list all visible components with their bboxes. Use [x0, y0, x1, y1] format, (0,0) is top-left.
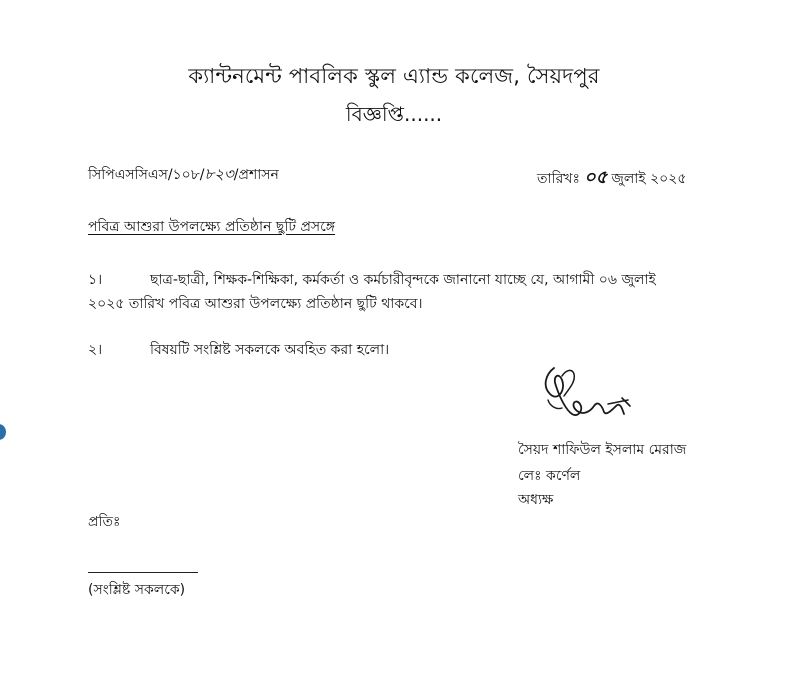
date-line — [537, 163, 686, 194]
signatory-name: সৈয়দ শাফিউল ইসলাম মেরাজ — [518, 442, 687, 458]
subject-line: পবিত্র আশুরা উপলক্ষ্যে প্রতিষ্ঠান ছুটি প্রসঙ্গে — [88, 219, 336, 235]
paragraph-1-number: ১। — [88, 272, 103, 288]
paragraph-1-line-2: ২০২৫ তারিখ পবিত্র আশুরা উপলক্ষ্যে প্রতিষ্ঠান ছুটি থাকবে। — [88, 296, 423, 312]
handwritten-signature — [532, 360, 642, 430]
paragraph-1-line-1: ছাত্র-ছাত্রী, শিক্ষক-শিক্ষিকা, কর্মকর্তা ও কর্মচারীবৃন্দকে জানানো যাচ্ছে যে, আগামী ০৬ জুলাই — [150, 272, 656, 288]
reference-number — [88, 163, 279, 188]
paragraph-2-text: বিষয়টি সংশ্লিষ্ট সকলকে অবহিত করা হলো। — [150, 342, 390, 358]
notice-title: বিজ্ঞপ্তি...... — [345, 102, 443, 126]
copy-to-recipient: (সংশ্লিষ্ট সকলকে) — [88, 582, 186, 598]
reference-suffix: /প্রশাসন — [233, 167, 279, 183]
school-name: ক্যান্টনমেন্ট পাবলিক স্কুল এ্যান্ড কলেজ, সৈয়দপুর — [188, 64, 600, 88]
copy-to-divider — [88, 572, 198, 573]
date-day-handwritten: ০৫ — [583, 167, 608, 188]
scan-edge-mark — [0, 424, 6, 440]
copy-to-label: প্রতিঃ — [88, 514, 121, 530]
paragraph-2-number: ২। — [88, 342, 103, 358]
signatory-title: অধ্যক্ষ — [518, 492, 554, 508]
reference-handwritten-number: ৮২৩ — [204, 165, 234, 183]
date-month-year: জুলাই ২০২৫ — [611, 171, 687, 187]
date-label: তারিখঃ — [537, 171, 580, 187]
reference-prefix: সিপিএসসিএস/১০৮/ — [88, 167, 205, 183]
signatory-rank: লেঃ কর্ণেল — [518, 468, 581, 484]
